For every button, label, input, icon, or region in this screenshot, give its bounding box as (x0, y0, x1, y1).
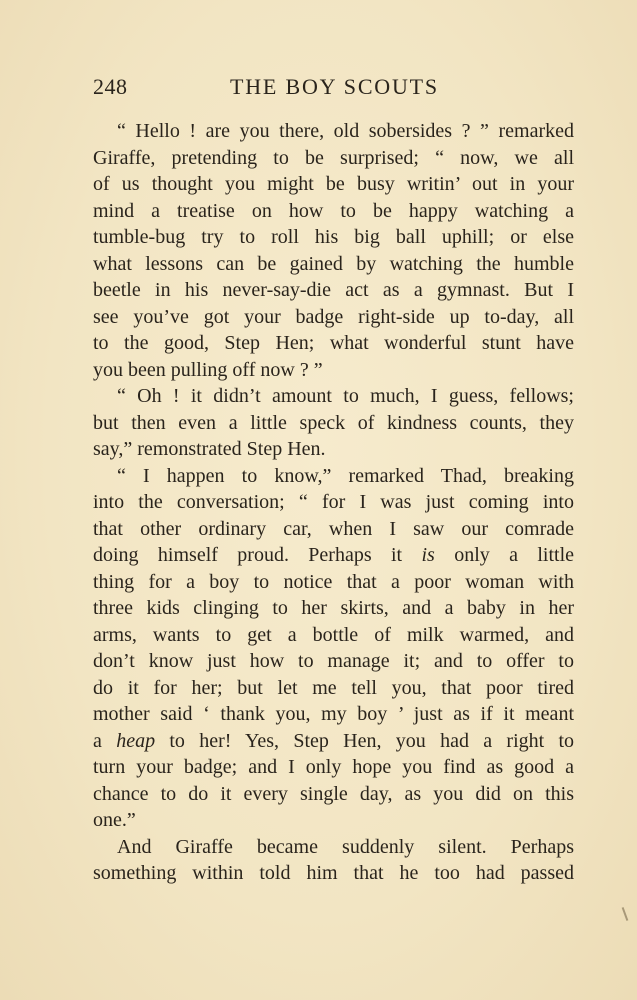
text-line: “ Hello ! are you there, old sobersides ? ” remarked (117, 120, 574, 142)
text-line: into the conversation; “ for I was just coming into (93, 491, 574, 513)
text-line: thing for a boy to notice that a poor woman with (93, 570, 574, 593)
text-segment: a (93, 729, 102, 752)
body-text (93, 118, 574, 887)
text-line: but then even a little speck of kindness counts, they (93, 411, 574, 434)
text-line: that other ordinary car, when I saw our comrade (93, 517, 574, 540)
text-line: And Giraffe became suddenly silent. Perhaps (117, 835, 574, 858)
text-line: one.” (93, 809, 136, 831)
text-line: what lessons can be gained by watching the humble (93, 252, 574, 275)
text-line (93, 728, 574, 755)
text-line: three kids clinging to her skirts, and a baby in her (93, 597, 574, 619)
text-line: say,” remonstrated Step Hen. (93, 438, 326, 460)
text-line: tumble-bug try to roll his big ball uphill; or else (93, 226, 574, 248)
text-line: mother said ‘ thank you, my boy ’ just as if it meant (93, 703, 574, 725)
text-line: chance to do it every single day, as you did on this (93, 782, 574, 805)
text-line: don’t know just how to manage it; and to offer to (93, 650, 574, 672)
text-line: “ Oh ! it didn’t amount to much, I guess, fellows; (117, 385, 574, 407)
page-header (93, 74, 573, 102)
text-line: you been pulling off now ? ” (93, 358, 323, 381)
italic-text: is (421, 544, 435, 566)
text-line: see you’ve got your badge right-side up to-day, all (93, 305, 574, 328)
text-line: arms, wants to get a bottle of milk warmed, and (93, 623, 574, 646)
text-segment: to her! Yes, Step Hen, you had a right to (169, 729, 574, 752)
text-line: Giraffe, pretending to be surprised; “ now, we all (93, 146, 574, 169)
text-segment: doing himself proud. Perhaps it (93, 544, 403, 566)
text-line: to the good, Step Hen; what wonderful stunt have (93, 332, 574, 354)
text-segment: only a little (454, 544, 574, 566)
running-title: THE BOY SCOUTS (230, 74, 439, 99)
text-line: do it for her; but let me tell you, that poor tired (93, 676, 574, 699)
text-line: “ I happen to know,” remarked Thad, breaking (117, 464, 574, 487)
italic-text: heap (116, 729, 156, 752)
text-line: something within told him that he too had passed (93, 862, 574, 884)
text-line (93, 542, 574, 569)
text-line: turn your badge; and I only hope you find as good a (93, 756, 574, 778)
text-line: of us thought you might be busy writin’ out in your (93, 173, 574, 195)
page-number: 248 (93, 74, 128, 99)
text-line: beetle in his never-say-die act as a gymnast. But I (93, 279, 574, 301)
text-line: mind a treatise on how to be happy watching a (93, 199, 574, 222)
page-mark (622, 907, 629, 921)
